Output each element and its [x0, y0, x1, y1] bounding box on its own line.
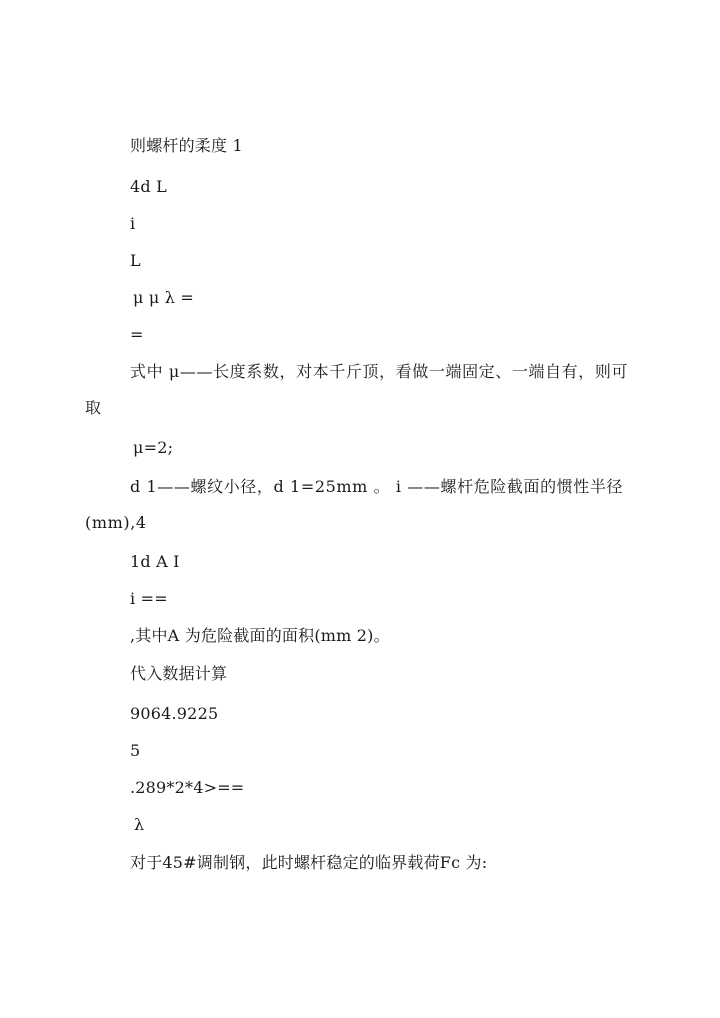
text-line: i — [130, 214, 136, 233]
text-line: 则螺杆的柔度 1 — [130, 136, 243, 155]
text-line: .289*2*4>== — [130, 778, 245, 797]
text-line: L — [130, 251, 141, 270]
text-line: i == — [130, 589, 168, 608]
text-line: μ=2; — [133, 438, 174, 457]
text-line: 1d A I — [130, 552, 180, 571]
text-line: ,其中A 为危险截面的面积(mm 2)。 — [130, 626, 390, 645]
formula-line: μ μ λ = — [133, 288, 195, 307]
text-paragraph: 式中 μ——长度系数，对本千斤顶，看做一端固定、一端自有，则可取 — [85, 362, 629, 417]
text-line: 4d L — [130, 177, 167, 196]
text-line: 对于45#调制钢，此时螺杆稳定的临界载荷Fc 为: — [130, 853, 488, 872]
text-line: = — [130, 325, 144, 344]
text-line: 代入数据计算 — [130, 664, 228, 683]
text-paragraph: d 1——螺纹小径，d 1=25mm 。 i ——螺杆危险截面的惯性半径(mm),4 — [85, 477, 624, 532]
text-line: λ — [134, 815, 145, 834]
text-line: 5 — [130, 741, 141, 760]
text-line: 9064.9225 — [130, 704, 219, 723]
